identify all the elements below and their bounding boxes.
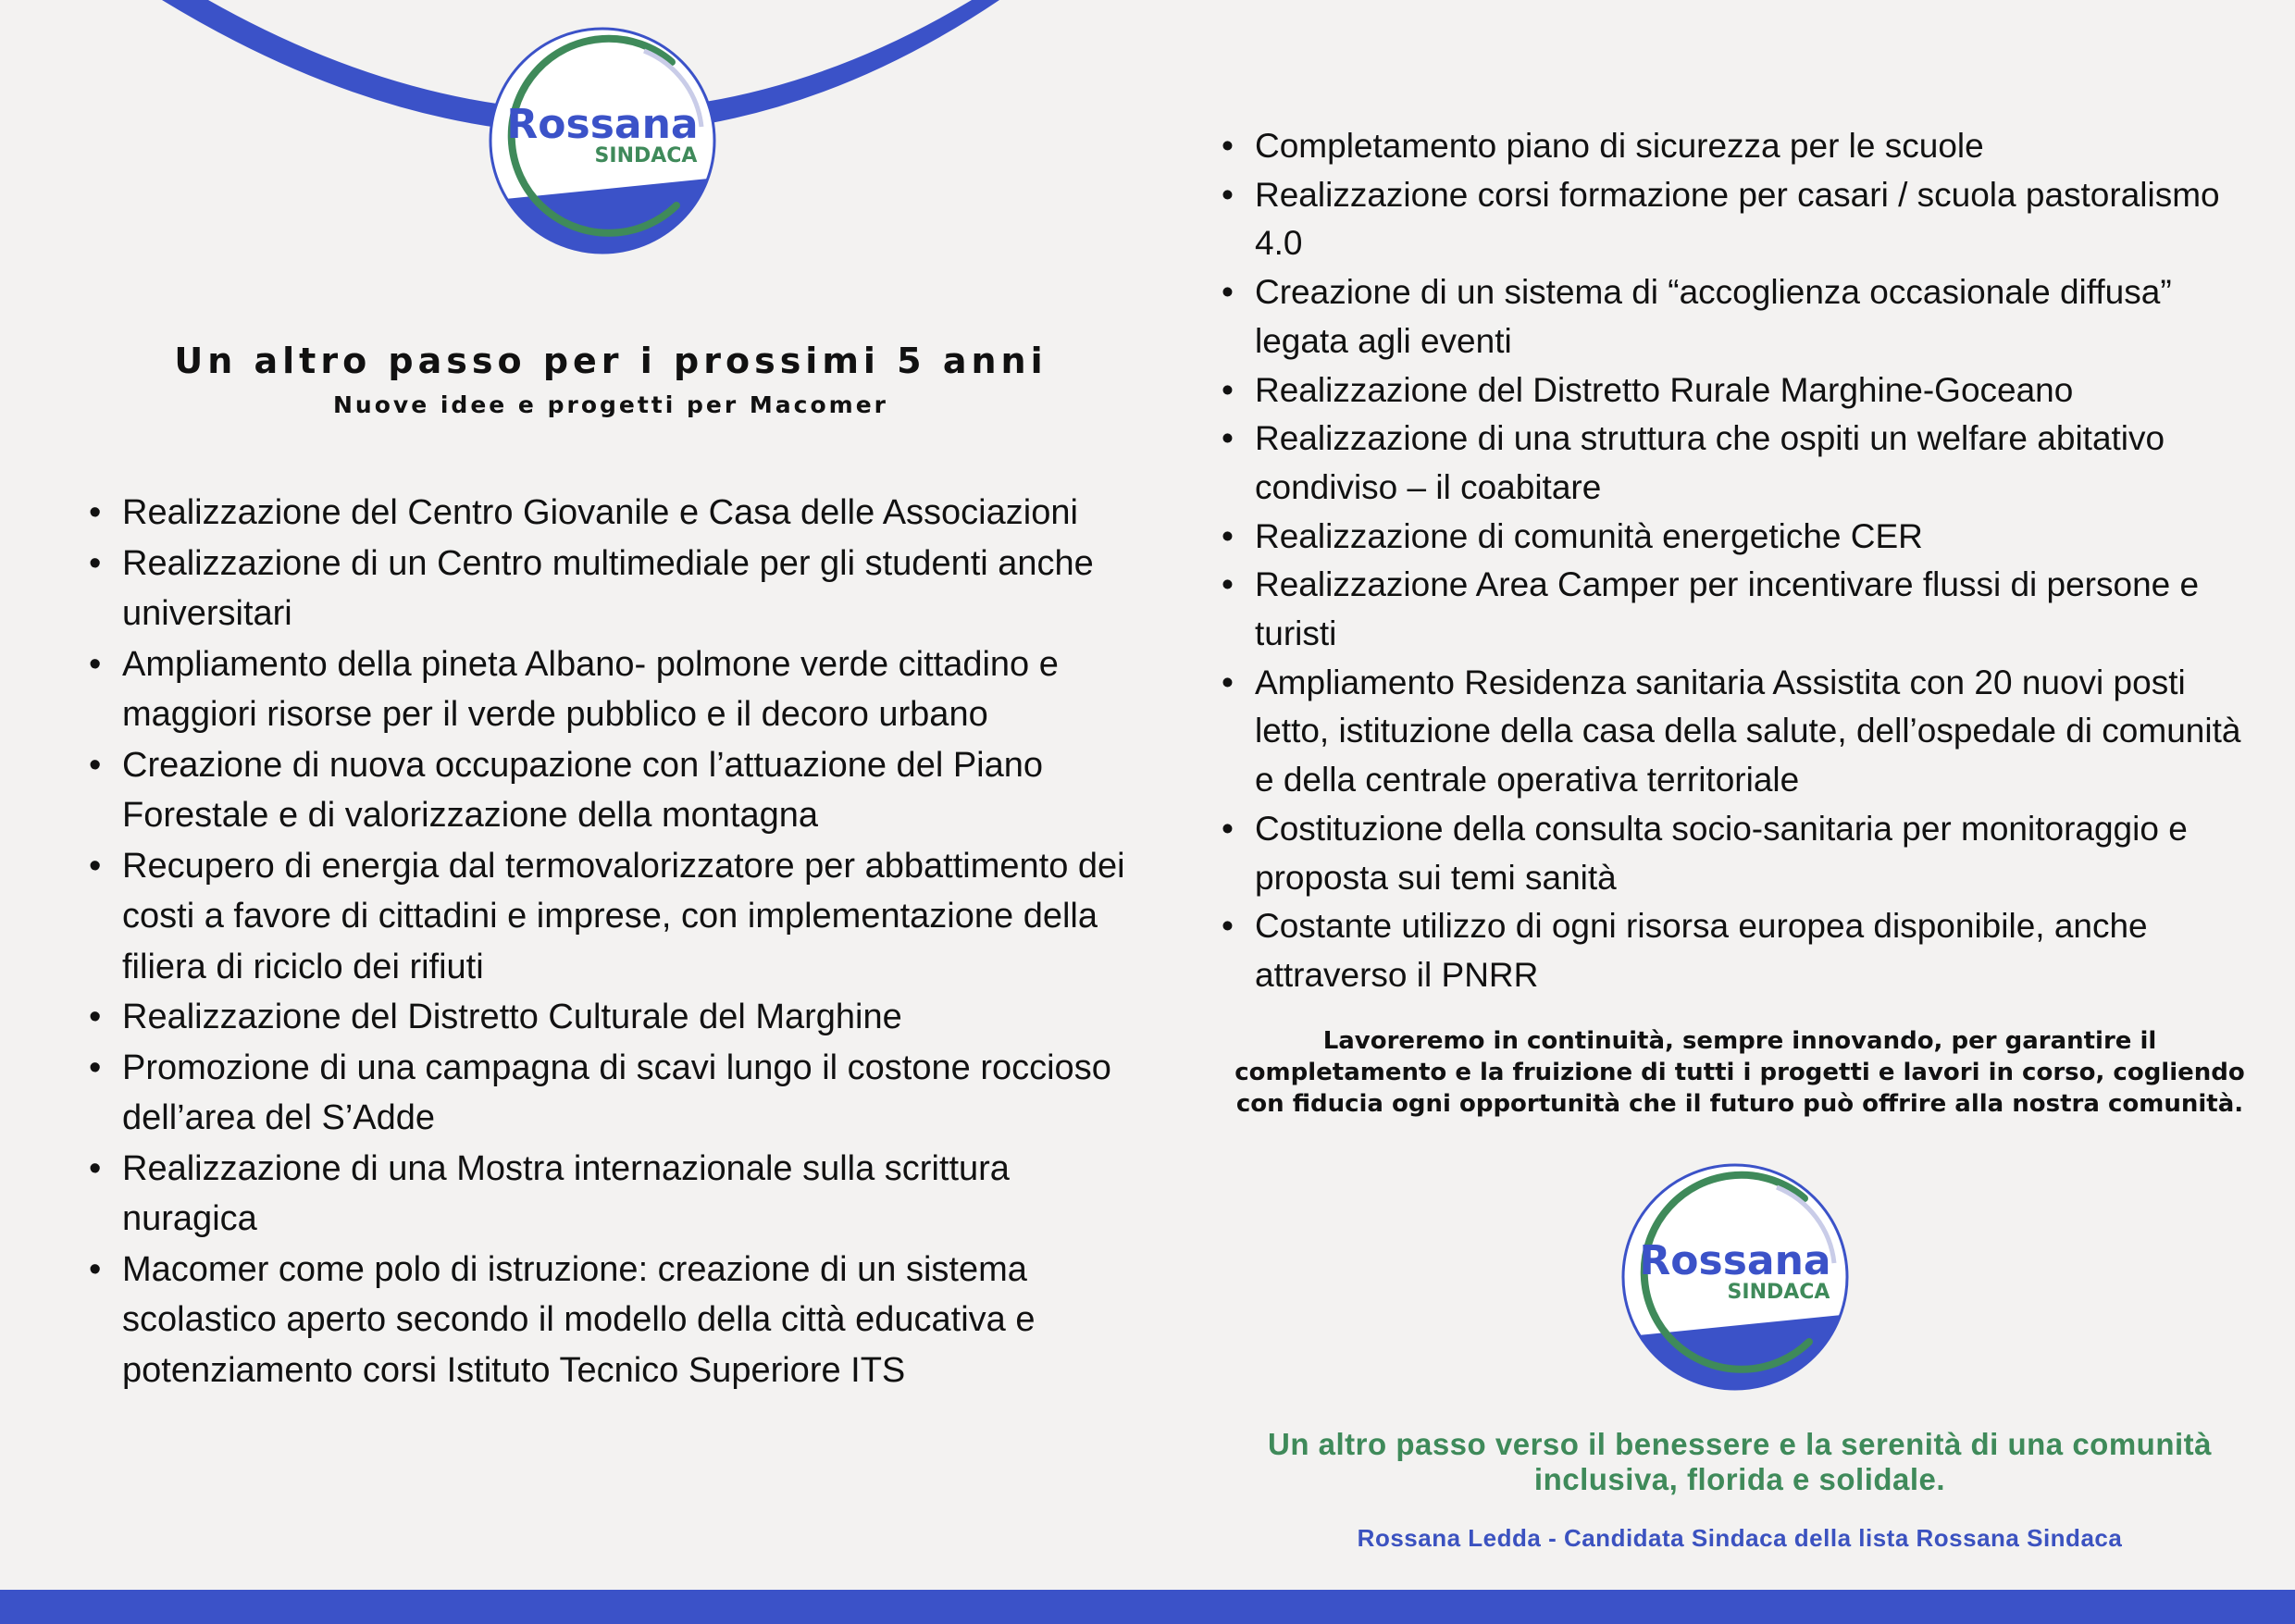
list-item: • Realizzazione di comunità energetiche CER [1222, 513, 2258, 562]
signature: Rossana Ledda - Candidata Sindaca della lista Rossana Sindaca [1357, 1524, 2123, 1552]
list-item: • Realizzazione di un Centro multimediale per gli studenti anche universitari [89, 539, 1125, 639]
right-program-list [1222, 122, 2258, 1000]
list-item: • Realizzazione del Distretto Culturale del Marghine [89, 992, 1125, 1043]
list-item: • Creazione di nuova occupazione con l’attuazione del Piano Forestale e di valorizzazione della montagna [89, 740, 1125, 841]
logo-emblem [1619, 1161, 1851, 1393]
closing-statement: Lavoreremo in continuità, sempre innovando, per garantire il completamento e la fruizione di tutti i progetti e lavori in corso, cogliendo con fiducia ogni opportunità che il futuro può offrire alla nostra comunità. [1234, 1027, 2245, 1118]
list-item: • Realizzazione di una struttura che ospiti un welfare abitativo condiviso – il coabitare [1222, 415, 2258, 512]
page-title: Un altro passo per i prossimi 5 anni [174, 341, 1048, 381]
list-item: • Realizzazione Area Camper per incentivare flussi di persone e turisti [1222, 561, 2258, 658]
logo-emblem [487, 25, 718, 256]
logo-tagline: SINDACA [1727, 1281, 1830, 1304]
slogan: Un altro passo verso il benessere e la serenità di una comunità inclusiva, florida e solidale. [1267, 1427, 2213, 1496]
list-item: • Promozione di una campagna di scavi lungo il costone roccioso dell’area del S’Adde [89, 1043, 1125, 1144]
list-item: • Realizzazione corsi formazione per casari / scuola pastoralismo 4.0 [1222, 171, 2258, 268]
logo-name: Rossana [506, 101, 699, 148]
list-item: • Macomer come polo di istruzione: creazione di un sistema scolastico aperto secondo il modello della città educativa e potenziamento corsi Istituto Tecnico Superiore ITS [89, 1245, 1125, 1396]
list-item: • Completamento piano di sicurezza per le scuole [1222, 122, 2258, 171]
list-item: • Realizzazione del Distretto Rurale Marghine-Goceano [1222, 366, 2258, 415]
list-item: • Ampliamento della pineta Albano- polmone verde cittadino e maggiori risorse per il verde pubblico e il decoro urbano [89, 639, 1125, 740]
list-item: • Recupero di energia dal termovalorizzatore per abbattimento dei costi a favore di cittadini e imprese, con implementazione della filiera di riciclo dei rifiuti [89, 841, 1125, 993]
footer-bar [0, 1590, 2295, 1624]
logo-name: Rossana [1639, 1237, 1831, 1284]
list-item: • Creazione di un sistema di “accoglienza occasionale diffusa” legata agli eventi [1222, 268, 2258, 366]
left-program-list [89, 488, 1125, 1395]
logo-top [487, 25, 718, 256]
list-item: • Realizzazione del Centro Giovanile e Casa delle Associazioni [89, 488, 1125, 539]
list-item: • Costante utilizzo di ogni risorsa europea disponibile, anche attraverso il PNRR [1222, 902, 2258, 999]
list-item: • Realizzazione di una Mostra internazionale sulla scrittura nuragica [89, 1144, 1125, 1245]
logo-tagline: SINDACA [594, 144, 698, 167]
list-item: • Costituzione della consulta socio-sanitaria per monitoraggio e proposta sui temi sanità [1222, 805, 2258, 902]
logo-bottom [1619, 1161, 1851, 1393]
list-item: • Ampliamento Residenza sanitaria Assistita con 20 nuovi posti letto, istituzione della casa della salute, dell’ospedale di comunità e della centrale operativa territoriale [1222, 659, 2258, 805]
page-subtitle: Nuove idee e progetti per Macomer [333, 391, 888, 418]
